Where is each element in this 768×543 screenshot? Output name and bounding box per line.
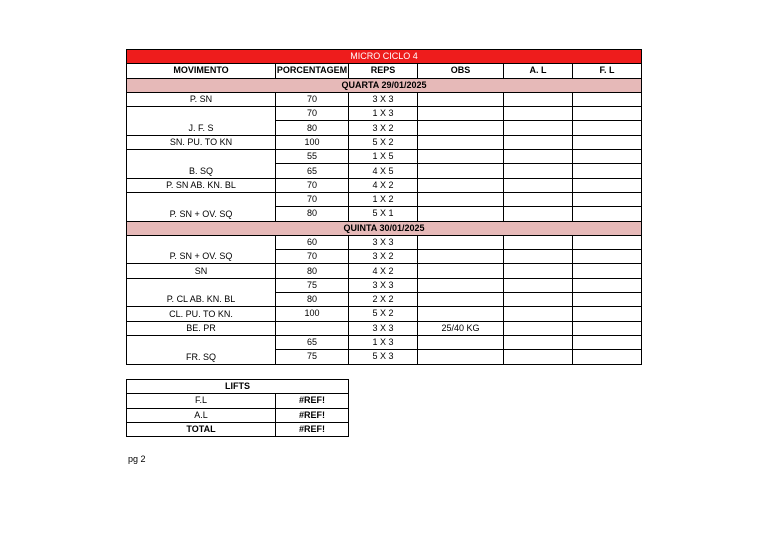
reps-cell[interactable]: 4 X 5 (349, 164, 418, 178)
table-row (127, 192, 642, 206)
fl-cell[interactable] (573, 235, 642, 249)
fl-cell[interactable] (573, 178, 642, 192)
training-sheet (126, 49, 642, 365)
movement-cell[interactable]: BE. PR (127, 321, 276, 335)
reps-cell[interactable]: 4 X 2 (349, 178, 418, 192)
lifts-title[interactable]: LIFTS (127, 380, 349, 394)
movement-cell[interactable]: FR. SQ (127, 335, 276, 364)
al-cell[interactable] (504, 350, 573, 364)
header-obs[interactable]: OBS (418, 64, 504, 78)
lifts-row (127, 408, 349, 422)
lifts-title-row (127, 380, 349, 394)
title-row (127, 50, 642, 64)
reps-cell[interactable]: 1 X 5 (349, 150, 418, 164)
lifts-label[interactable]: F.L (127, 394, 276, 408)
al-cell[interactable] (504, 321, 573, 335)
al-cell[interactable] (504, 207, 573, 221)
percentage-cell[interactable]: 75 (276, 350, 349, 364)
table-row (127, 235, 642, 249)
day-row (127, 221, 642, 235)
al-cell[interactable] (504, 278, 573, 292)
table-row (127, 278, 642, 292)
table-row (127, 107, 642, 121)
sheet-body (127, 50, 642, 365)
percentage-cell[interactable]: 70 (276, 250, 349, 264)
reps-cell[interactable]: 3 X 3 (349, 278, 418, 292)
fl-cell[interactable] (573, 92, 642, 106)
header-movimento[interactable]: MOVIMENTO (127, 64, 276, 78)
fl-cell[interactable] (573, 192, 642, 206)
table-row (127, 264, 642, 278)
reps-cell[interactable]: 1 X 2 (349, 192, 418, 206)
obs-cell[interactable] (418, 207, 504, 221)
percentage-cell[interactable]: 65 (276, 164, 349, 178)
al-cell[interactable] (504, 293, 573, 307)
movement-cell[interactable]: P. SN (127, 92, 276, 106)
table-row (127, 178, 642, 192)
percentage-cell[interactable]: 80 (276, 264, 349, 278)
percentage-cell[interactable]: 80 (276, 121, 349, 135)
fl-cell[interactable] (573, 250, 642, 264)
lifts-label[interactable]: TOTAL (127, 422, 276, 436)
al-cell[interactable] (504, 150, 573, 164)
obs-cell[interactable] (418, 278, 504, 292)
header-al[interactable]: A. L (504, 64, 573, 78)
fl-cell[interactable] (573, 107, 642, 121)
obs-cell[interactable] (418, 150, 504, 164)
percentage-cell[interactable]: 70 (276, 192, 349, 206)
al-cell[interactable] (504, 178, 573, 192)
header-fl[interactable]: F. L (573, 64, 642, 78)
fl-cell[interactable] (573, 164, 642, 178)
lifts-row (127, 422, 349, 436)
reps-cell[interactable]: 2 X 2 (349, 293, 418, 307)
reps-cell[interactable]: 5 X 2 (349, 307, 418, 321)
fl-cell[interactable] (573, 350, 642, 364)
obs-cell[interactable] (418, 92, 504, 106)
fl-cell[interactable] (573, 121, 642, 135)
lifts-table (126, 379, 349, 437)
obs-cell[interactable] (418, 192, 504, 206)
fl-cell[interactable] (573, 135, 642, 149)
fl-cell[interactable] (573, 278, 642, 292)
lifts-value[interactable]: #REF! (276, 422, 349, 436)
al-cell[interactable] (504, 92, 573, 106)
movement-cell[interactable]: P. SN AB. KN. BL (127, 178, 276, 192)
percentage-cell[interactable] (276, 321, 349, 335)
obs-cell[interactable] (418, 121, 504, 135)
obs-cell[interactable] (418, 235, 504, 249)
fl-cell[interactable] (573, 150, 642, 164)
fl-cell[interactable] (573, 335, 642, 349)
sheet-title[interactable]: MICRO CICLO 4 (127, 50, 642, 64)
obs-cell[interactable] (418, 135, 504, 149)
al-cell[interactable] (504, 135, 573, 149)
reps-cell[interactable]: 5 X 2 (349, 135, 418, 149)
obs-cell[interactable] (418, 307, 504, 321)
reps-cell[interactable]: 3 X 3 (349, 235, 418, 249)
fl-cell[interactable] (573, 307, 642, 321)
obs-cell[interactable] (418, 335, 504, 349)
page-number: pg 2 (128, 454, 146, 464)
percentage-cell[interactable]: 75 (276, 278, 349, 292)
percentage-cell[interactable]: 70 (276, 92, 349, 106)
day-row (127, 78, 642, 92)
lifts-label[interactable]: A.L (127, 408, 276, 422)
al-cell[interactable] (504, 250, 573, 264)
al-cell[interactable] (504, 235, 573, 249)
reps-cell[interactable]: 5 X 3 (349, 350, 418, 364)
percentage-cell[interactable]: 80 (276, 207, 349, 221)
movement-cell[interactable]: CL. PU. TO KN. (127, 307, 276, 321)
reps-cell[interactable]: 4 X 2 (349, 264, 418, 278)
obs-cell[interactable] (418, 350, 504, 364)
al-cell[interactable] (504, 107, 573, 121)
table-row (127, 307, 642, 321)
reps-cell[interactable]: 3 X 2 (349, 250, 418, 264)
movement-cell[interactable]: SN (127, 264, 276, 278)
table-row (127, 92, 642, 106)
fl-cell[interactable] (573, 264, 642, 278)
percentage-cell[interactable]: 80 (276, 293, 349, 307)
fl-cell[interactable] (573, 321, 642, 335)
percentage-cell[interactable]: 70 (276, 107, 349, 121)
reps-cell[interactable]: 3 X 3 (349, 92, 418, 106)
percentage-cell[interactable]: 65 (276, 335, 349, 349)
reps-cell[interactable]: 3 X 2 (349, 121, 418, 135)
obs-cell[interactable] (418, 107, 504, 121)
day-header[interactable]: QUINTA 30/01/2025 (127, 221, 642, 235)
al-cell[interactable] (504, 307, 573, 321)
obs-cell[interactable] (418, 164, 504, 178)
percentage-cell[interactable]: 70 (276, 178, 349, 192)
header-row (127, 64, 642, 78)
obs-cell[interactable] (418, 178, 504, 192)
al-cell[interactable] (504, 192, 573, 206)
obs-cell[interactable] (418, 250, 504, 264)
movement-cell[interactable]: J. F. S (127, 107, 276, 136)
movement-cell[interactable]: B. SQ (127, 150, 276, 179)
lifts-row (127, 394, 349, 408)
al-cell[interactable] (504, 121, 573, 135)
reps-cell[interactable]: 1 X 3 (349, 107, 418, 121)
movement-cell[interactable]: SN. PU. TO KN (127, 135, 276, 149)
table-row (127, 321, 642, 335)
fl-cell[interactable] (573, 293, 642, 307)
percentage-cell[interactable]: 60 (276, 235, 349, 249)
header-reps[interactable]: REPS (349, 64, 418, 78)
movement-cell[interactable]: P. SN + OV. SQ (127, 192, 276, 221)
table-row (127, 135, 642, 149)
percentage-cell[interactable]: 100 (276, 135, 349, 149)
reps-cell[interactable]: 1 X 3 (349, 335, 418, 349)
percentage-cell[interactable]: 100 (276, 307, 349, 321)
percentage-cell[interactable]: 55 (276, 150, 349, 164)
table-row (127, 150, 642, 164)
obs-cell[interactable]: 25/40 KG (418, 321, 504, 335)
al-cell[interactable] (504, 335, 573, 349)
obs-cell[interactable] (418, 264, 504, 278)
reps-cell[interactable]: 5 X 1 (349, 207, 418, 221)
table-row (127, 335, 642, 349)
al-cell[interactable] (504, 164, 573, 178)
fl-cell[interactable] (573, 207, 642, 221)
header-porcentagem[interactable]: PORCENTAGEM (276, 64, 349, 78)
lifts-value[interactable]: #REF! (276, 394, 349, 408)
obs-cell[interactable] (418, 293, 504, 307)
reps-cell[interactable]: 3 X 3 (349, 321, 418, 335)
lifts-value[interactable]: #REF! (276, 408, 349, 422)
movement-cell[interactable]: P. CL AB. KN. BL (127, 278, 276, 307)
movement-cell[interactable]: P. SN + OV. SQ (127, 235, 276, 264)
day-header[interactable]: QUARTA 29/01/2025 (127, 78, 642, 92)
al-cell[interactable] (504, 264, 573, 278)
